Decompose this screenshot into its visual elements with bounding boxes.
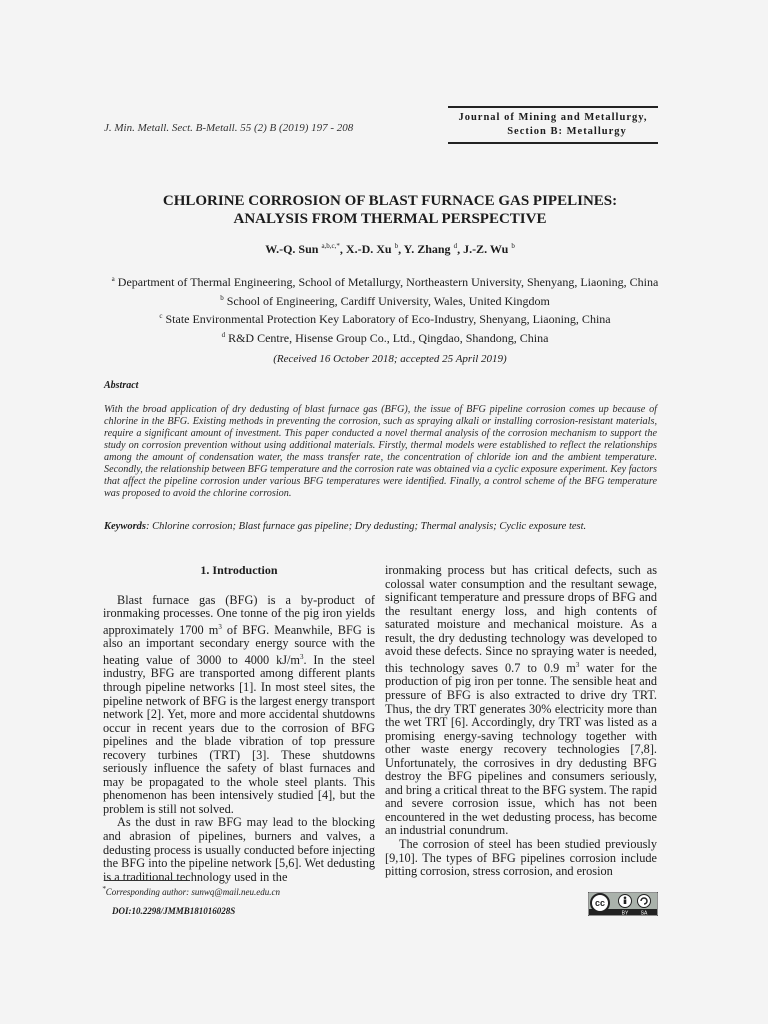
author-list: W.-Q. Sun $^{a,b,c,*}$, X.-D. Xu $^b$, Y. Zhang $^d$, J.-Z. Wu $^b$ — [265, 242, 515, 256]
affiliation-list — [100, 272, 670, 346]
affiliation-mark: c — [159, 312, 163, 320]
body-paragraph: Blast furnace gas (BFG) is a by-product of ironmaking processes. One tonne of the pig iron yields approximately 1700 $m^3$ of BFG. Meanwhile, BFG is also an important secondary energy source with the heating value of 3000 to 4000 $kJ/m^3$. In the steel industry, BFG are transported among different plants through pipeline networks [1]. In most steel sites, the pipeline network of BFG is the largest energy transport network [2]. Yet, more and more accidental shutdowns occur in recent years due to the corrosion of BFG pipelines and the blade vibration of top pressure recovery turbines (TRT) [3]. These shutdowns seriously influence the safety of blast furnaces and may be propagated to the whole steel plants. This phenomenon has been intensively studied [4], but the problem is still not solved. — [103, 592, 375, 816]
affiliation-item — [100, 328, 670, 347]
author-affiliation-mark: b — [394, 242, 399, 250]
author-name: Y. Zhang — [403, 242, 451, 256]
affiliation-item — [100, 309, 670, 328]
journal-name-line1: Journal of Mining and Metallurgy, — [458, 112, 648, 123]
author-affiliation-mark: d — [453, 242, 458, 250]
keywords-text: : Chlorine corrosion; Blast furnace gas pipeline; Dry dedusting; Thermal analysis; Cyclic exposure test. — [146, 521, 587, 532]
sa-icon: SA — [640, 910, 648, 916]
author-name: W.-Q. Sun — [265, 242, 319, 256]
cc-icon: cc — [594, 898, 606, 908]
affiliation-text: Department of Thermal Engineering, School of Metallurgy, Northeastern University, Shenyang, Liaoning, China — [117, 275, 659, 289]
paper-title-line1: CHLORINE CORROSION OF BLAST FURNACE GAS PIPELINES: — [162, 193, 618, 209]
author-name: J.-Z. Wu — [463, 242, 509, 256]
affiliation-mark: a — [111, 275, 115, 283]
journal-citation: J. Min. Metall. Sect. B-Metall. 55 (2) B (2019) 197 - 208 — [104, 122, 354, 134]
cc-by-sa-license-icon — [588, 892, 658, 916]
keywords-label: Keywords — [104, 521, 146, 532]
author-affiliation-mark: b — [511, 242, 515, 250]
keywords — [104, 521, 657, 532]
affiliation-item — [100, 291, 670, 310]
section-heading: 1. Introduction — [200, 563, 278, 577]
affiliation-text: School of Engineering, Cardiff University, Wales, United Kingdom — [226, 293, 550, 308]
abstract-heading: Abstract — [104, 380, 139, 391]
corresponding-author-footnote: *Corresponding author: sunwq@mail.neu.edu.cn — [102, 884, 280, 897]
affiliation-item — [100, 272, 670, 291]
affiliation-mark: b — [220, 293, 224, 302]
body-paragraph: The corrosion of steel has been studied previously [9,10]. The types of BFG pipelines corrosion include pitting corrosion, stress corrosion, and erosion — [385, 837, 657, 879]
journal-name-line2: Section B: Metallurgy — [507, 126, 627, 137]
body-column-left — [103, 564, 375, 884]
doi: DOI:10.2298/JMMB181016028S — [112, 906, 236, 916]
author-affiliation-mark: a,b,c,* — [321, 242, 340, 250]
abstract-text: With the broad application of dry dedusting of blast furnace gas (BFG), the issue of BFG pipeline corrosion comes up because of chlorine in the BFG. Existing methods in preventing the corrosion, such as spraying alkali or installing corrosion-resistant materials, require a significant amount of investment. This paper conducted a novel thermal analysis of the corrosion mechanism to support the study on corrosion prevention without using additional materials. Firstly, thermal models were established to reflect the relationships among the amount of condensation water, the mass transfer rate, the concentration of chloride ion and the ambient temperature. Secondly, the relationship between BFG temperature and the corrosion rate was obtained via a cyclic exposure experiment. Key factors that affect the pipeline corrosion under various BFG temperatures were identified. Finally, a control scheme of the BFG temperature was proposed to avoid the chlorine corrosion. — [104, 404, 658, 499]
author-name: X.-D. Xu — [345, 242, 392, 256]
paper-title — [80, 192, 700, 228]
paper-title-line2: ANALYSIS FROM THERMAL PERSPECTIVE — [233, 211, 547, 227]
received-dates: (Received 16 October 2018; accepted 25 April 2019) — [273, 353, 507, 365]
footnote-divider — [104, 880, 190, 881]
body-paragraph: As the dust in raw BFG may lead to the blocking and abrasion of pipelines, burners and valves, a dedusting process is usually conducted before injecting the BFG into the pipeline network [5,6]. Wet dedusting is a traditional technology used in the — [103, 815, 375, 884]
body-column-right — [385, 564, 657, 879]
affiliation-text: State Environmental Protection Key Laboratory of Eco-Industry, Shenyang, Liaoning, China — [165, 312, 611, 326]
by-icon: BY — [621, 910, 629, 916]
affiliation-mark: d — [221, 330, 226, 339]
affiliation-text: R&D Centre, Hisense Group Co., Ltd., Qingdao, Shandong, China — [228, 330, 549, 345]
journal-name-box — [448, 106, 658, 144]
body-paragraph: ironmaking process but has critical defects, such as colossal water consumption and the resultant sewage, significant temperature and pressure drops of BFG and the resultant energy loss, and high contents of saturated moisture and mechanical moisture. As a result, the dry dedusting technology was developed to avoid these defects. Since no spraying water is needed, this technology saves 0.7 to 0.9 $m^3$ water for the production of pig iron per tonne. The sensible heat and pressure of BFG is also extracted to drive dry TRT. Thus, the dry TRT generates 30% electricity more than the wet TRT [6]. Accordingly, dry TRT was listed as a promising energy-saving technology together with other waste energy recovery technologies [7,8]. Unfortunately, the corrosives in dry dedusting BFG destroy the BFG pipelines and consumers seriously, and bring a critical threat to the BFG system. The rapid and severe corrosion issue, which has not been encountered in the wet dedusting process, has become an industrial conundrum. — [385, 563, 657, 838]
